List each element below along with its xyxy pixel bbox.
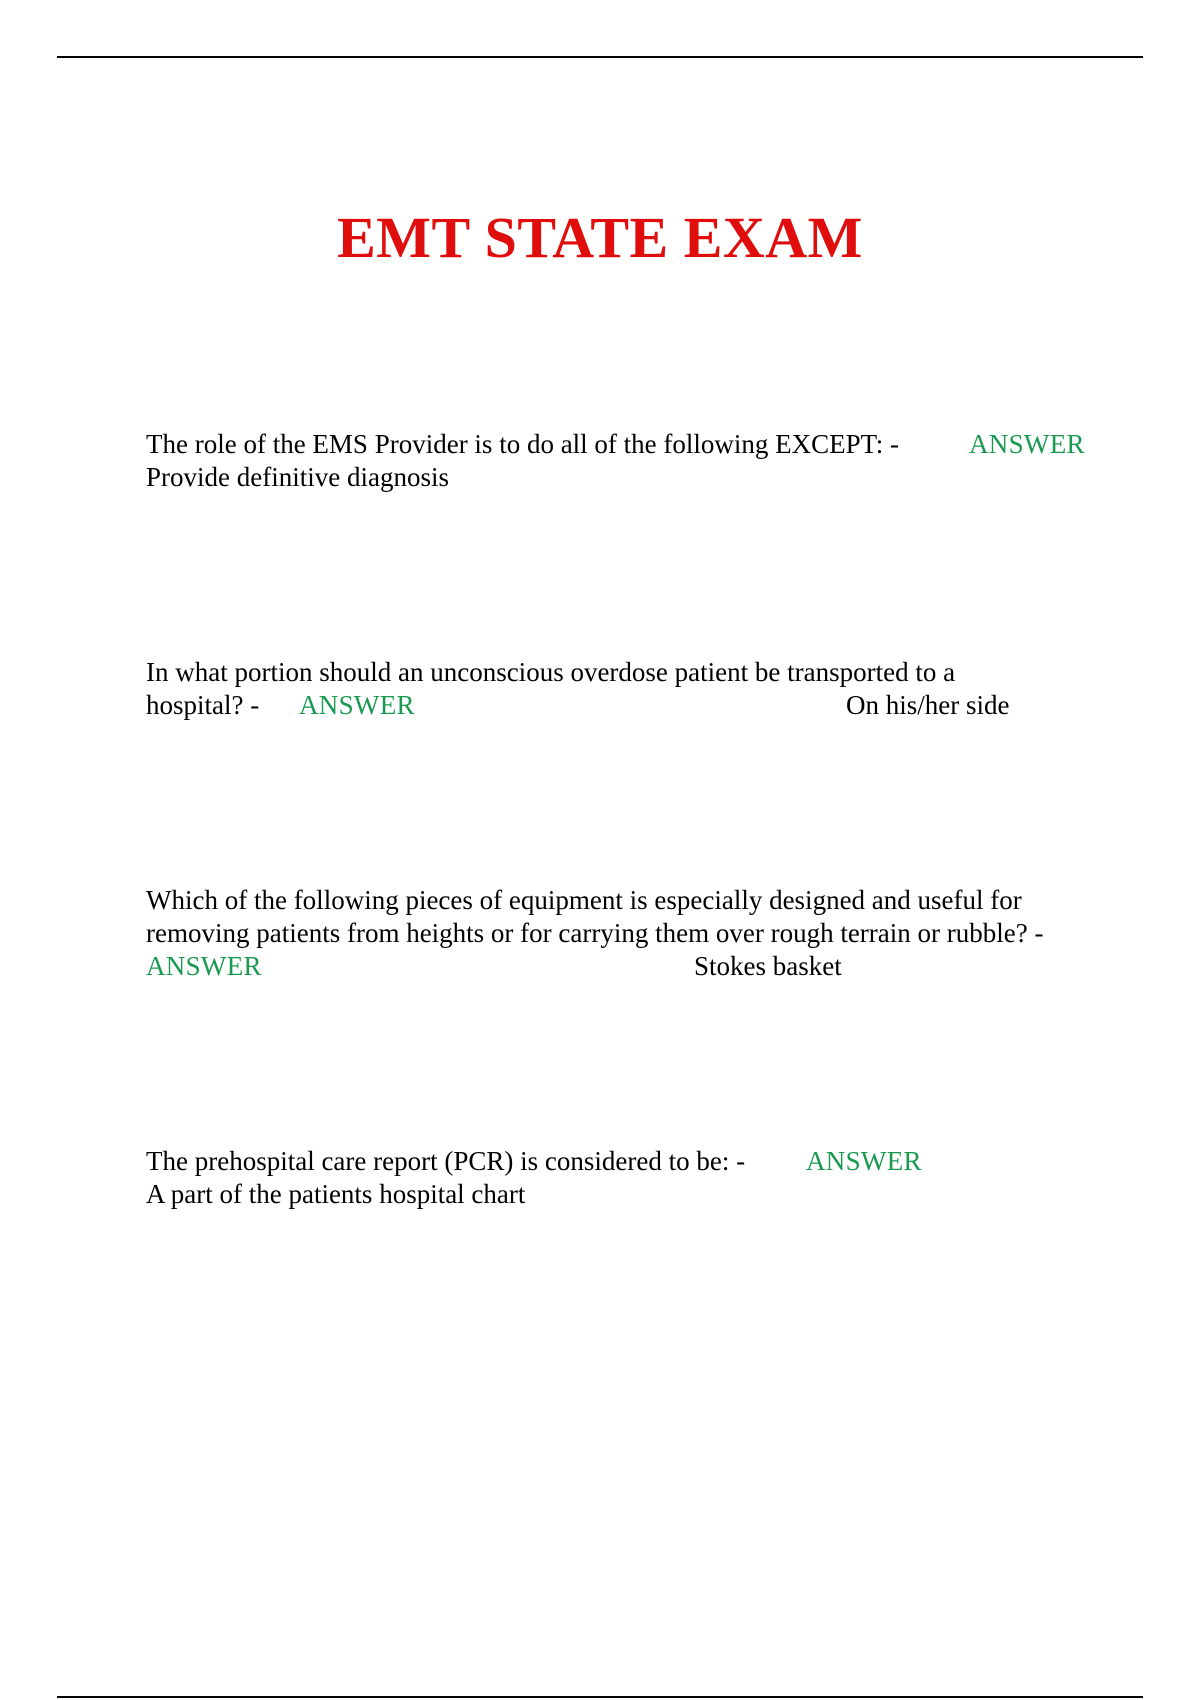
question-text: The role of the EMS Provider is to do all of the following EXCEPT: -: [146, 429, 900, 459]
answer-text: A part of the patients hospital chart: [146, 1179, 526, 1209]
answer-label: ANSWER: [806, 1146, 922, 1176]
question-text: In what portion should an unconscious overdose patient be transported to a: [146, 657, 956, 687]
answer-text: On his/her side: [846, 690, 1010, 720]
question-text: removing patients from heights or for carrying them over rough terrain or rubble? -: [146, 918, 1044, 948]
answer-text: Stokes basket: [694, 951, 842, 981]
qa-item-4: [146, 1145, 1090, 1211]
qa-item-3: [146, 884, 1090, 983]
qa-item-2: [146, 656, 1090, 722]
top-rule: [57, 56, 1143, 58]
question-text: The prehospital care report (PCR) is considered to be: -: [146, 1146, 746, 1176]
answer-text: Provide definitive diagnosis: [146, 462, 449, 492]
page-title: EMT STATE EXAM: [337, 205, 863, 270]
question-text: Which of the following pieces of equipment is especially designed and useful for: [146, 885, 1022, 915]
qa-item-1: [146, 428, 1090, 494]
bottom-rule: [57, 1696, 1143, 1698]
question-text: hospital? -: [146, 690, 260, 720]
answer-label: ANSWER: [146, 951, 262, 981]
answer-label: ANSWER: [299, 690, 415, 720]
answer-label: ANSWER: [969, 429, 1085, 459]
